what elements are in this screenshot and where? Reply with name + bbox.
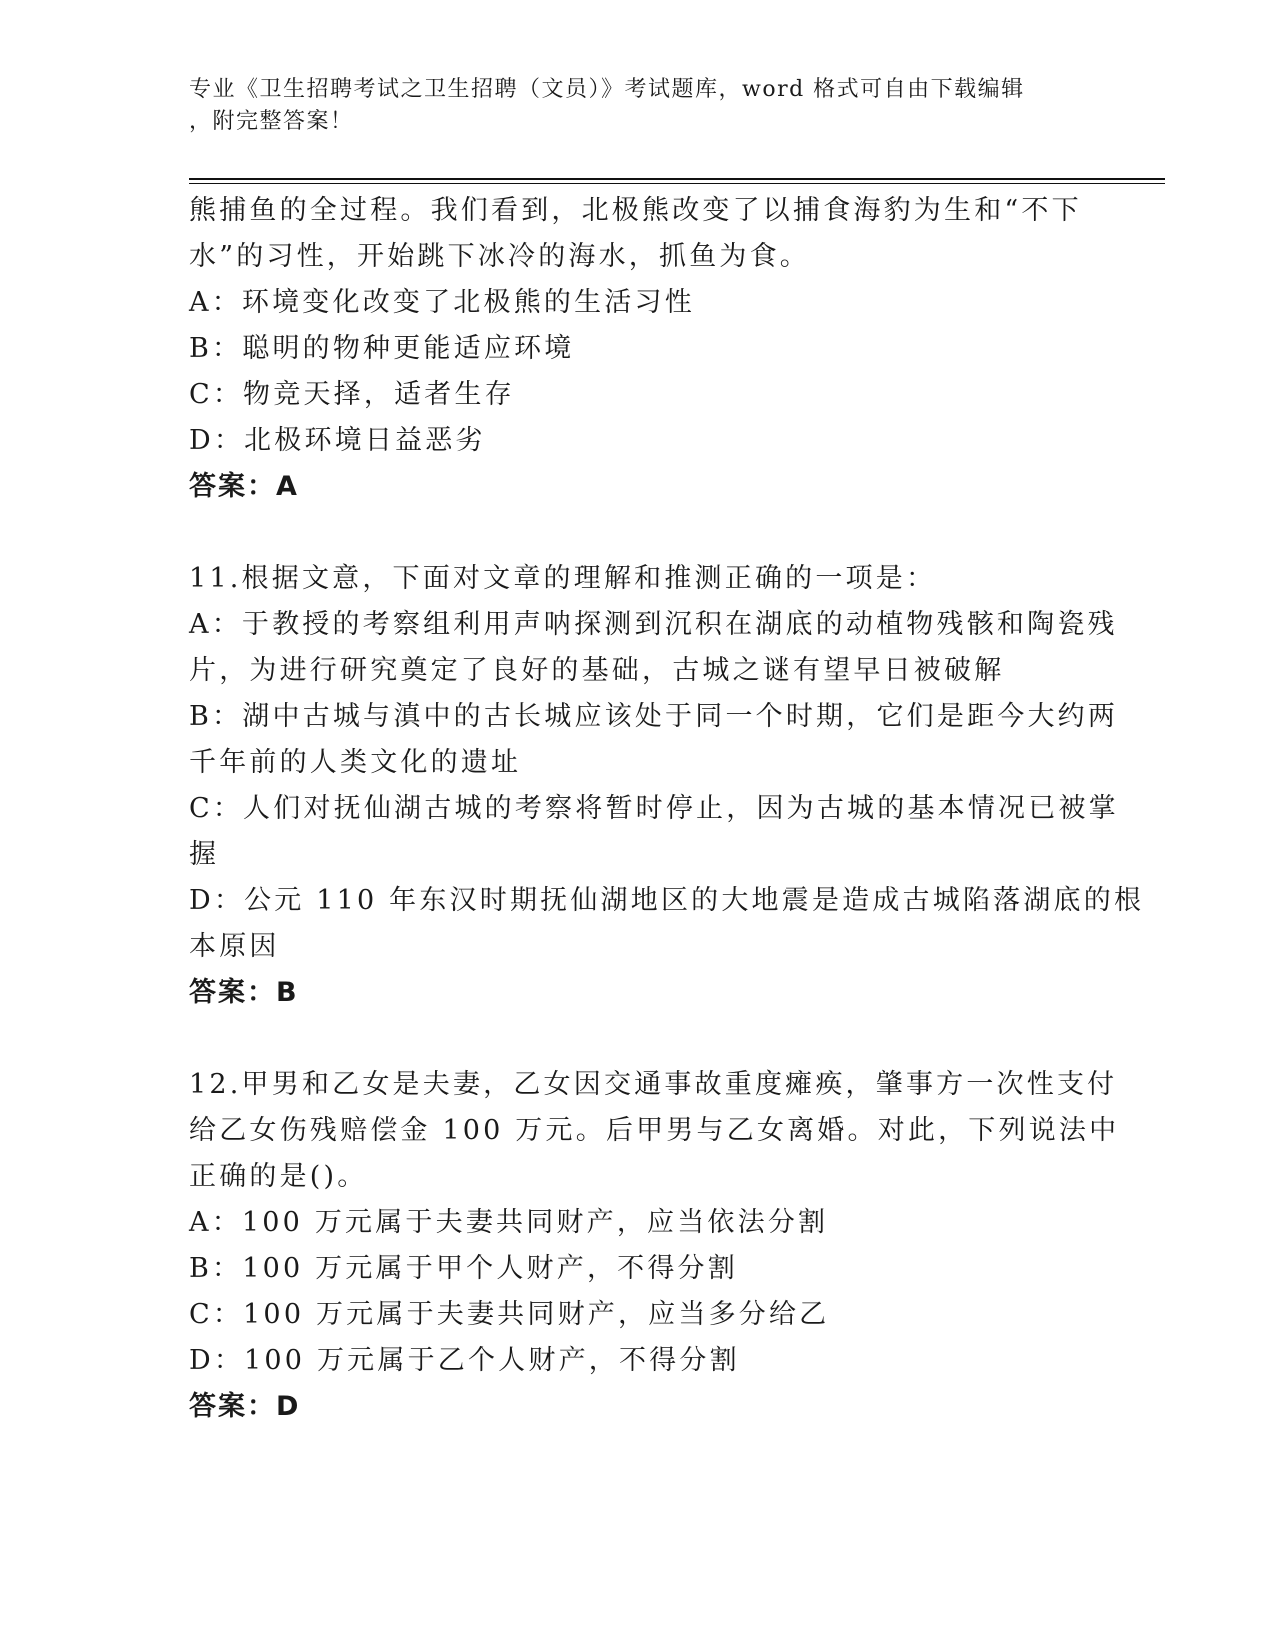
question-content bbox=[189, 188, 1145, 1430]
header-line-2: ，附完整答案！ bbox=[189, 109, 354, 134]
answer: 答案：A bbox=[189, 471, 299, 502]
question-stem-line: 给乙女伤残赔偿金 100 万元。后甲男与乙女离婚。对此，下列说法中 bbox=[189, 1115, 1120, 1146]
option-b-continued: 千年前的人类文化的遗址 bbox=[189, 747, 522, 778]
page-header bbox=[189, 74, 1069, 138]
spacer bbox=[189, 1016, 1089, 1062]
option-c: C：物竞天择，适者生存 bbox=[189, 379, 515, 410]
header-divider-thin bbox=[189, 183, 1165, 184]
option-c: C：100 万元属于夫妻共同财产，应当多分给乙 bbox=[189, 1299, 830, 1330]
question-stem-line: 正确的是()。 bbox=[189, 1161, 368, 1192]
option-d: D：公元 110 年东汉时期抚仙湖地区的大地震是造成古城陷落湖底的根 bbox=[189, 885, 1145, 916]
question-10 bbox=[189, 188, 1089, 510]
question-stem-line: 12.甲男和乙女是夫妻，乙女因交通事故重度瘫痪，肇事方一次性支付 bbox=[189, 1069, 1118, 1100]
option-b: B：湖中古城与滇中的古长城应该处于同一个时期，它们是距今大约两 bbox=[189, 701, 1119, 732]
option-a: A：于教授的考察组利用声呐探测到沉积在湖底的动植物残骸和陶瓷残 bbox=[189, 609, 1118, 640]
option-a: A：100 万元属于夫妻共同财产，应当依法分割 bbox=[189, 1207, 829, 1238]
header-line-1: 专业《卫生招聘考试之卫生招聘（文员）》考试题库，word 格式可自由下载编辑 bbox=[189, 77, 1025, 102]
option-c: C：人们对抚仙湖古城的考察将暂时停止，因为古城的基本情况已被掌 bbox=[189, 793, 1119, 824]
option-d: D：北极环境日益恶劣 bbox=[189, 425, 486, 456]
option-a: A：环境变化改变了北极熊的生活习性 bbox=[189, 287, 695, 318]
option-d-continued: 本原因 bbox=[189, 931, 280, 962]
option-d: D：100 万元属于乙个人财产，不得分割 bbox=[189, 1345, 740, 1376]
question-stem-line: 熊捕鱼的全过程。我们看到，北极熊改变了以捕食海豹为生和“不下 bbox=[189, 195, 1082, 226]
option-a-continued: 片，为进行研究奠定了良好的基础，古城之谜有望早日被破解 bbox=[189, 655, 1005, 686]
option-b: B：聪明的物种更能适应环境 bbox=[189, 333, 575, 364]
question-11 bbox=[189, 556, 1145, 1016]
spacer bbox=[189, 510, 1089, 556]
header-divider-thick bbox=[189, 178, 1165, 180]
question-stem: 11.根据文意，下面对文章的理解和推测正确的一项是： bbox=[189, 563, 937, 594]
option-b: B：100 万元属于甲个人财产，不得分割 bbox=[189, 1253, 738, 1284]
answer: 答案：D bbox=[189, 1391, 301, 1422]
question-12 bbox=[189, 1062, 1120, 1430]
answer: 答案：B bbox=[189, 977, 299, 1008]
question-stem-line: 水”的习性，开始跳下冰冷的海水，抓鱼为食。 bbox=[189, 241, 811, 272]
option-c-continued: 握 bbox=[189, 839, 220, 870]
